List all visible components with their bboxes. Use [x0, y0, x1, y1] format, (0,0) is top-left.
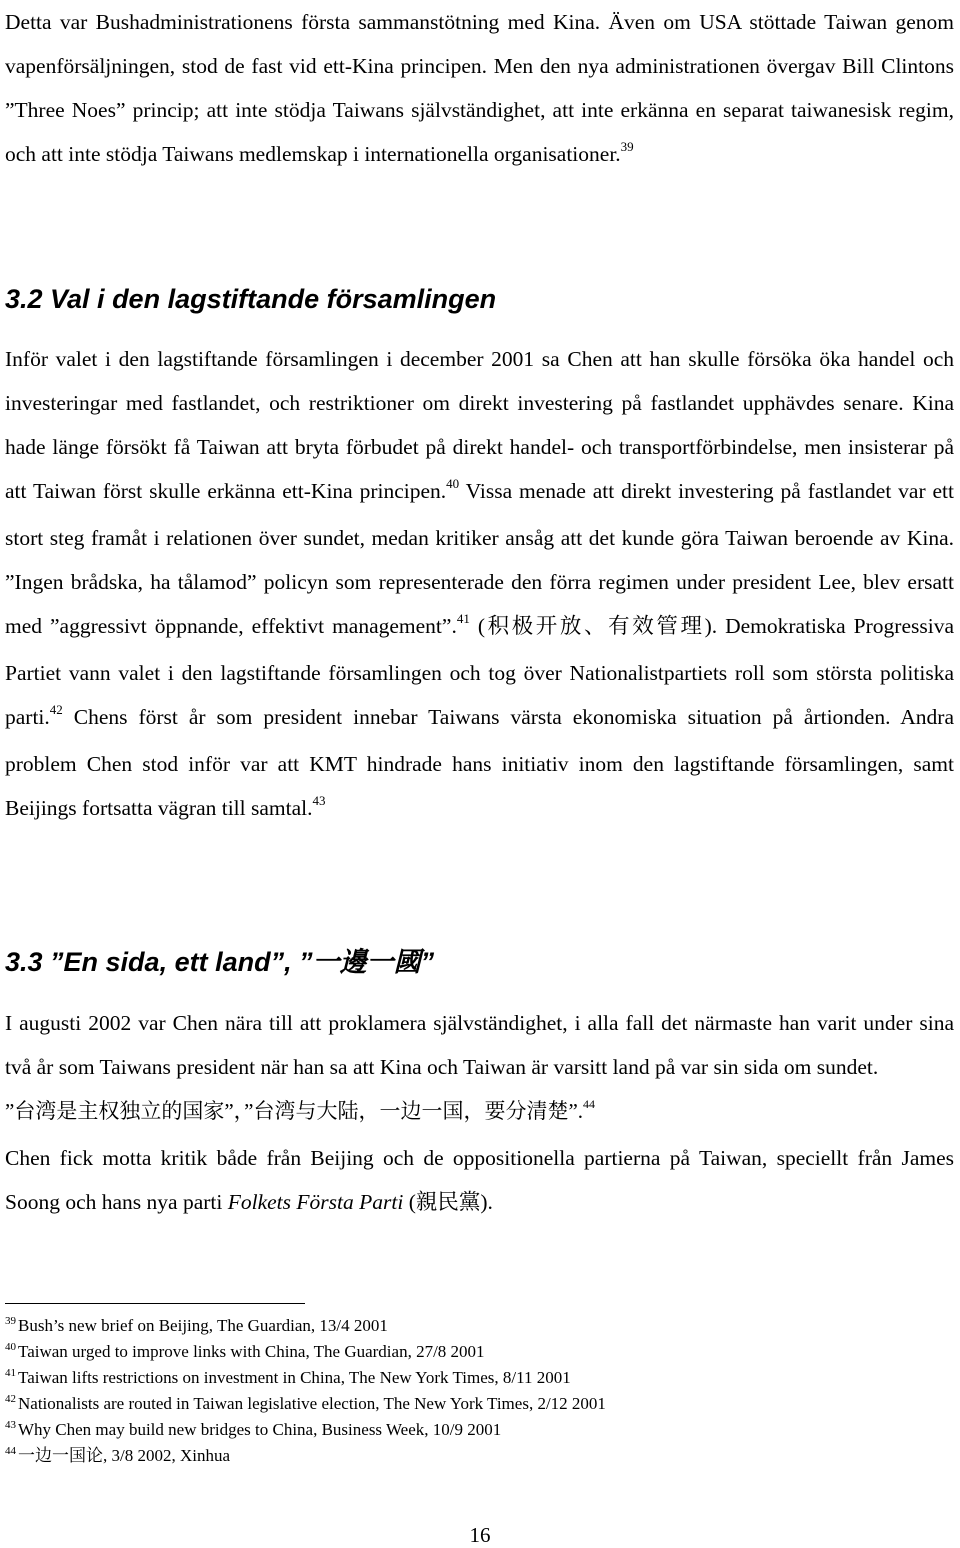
- footnote-text: 一边一国论, 3/8 2002, Xinhua: [18, 1446, 231, 1465]
- section-3-2-paragraph: [5, 337, 954, 833]
- footnote-ref-39: 39: [620, 139, 634, 154]
- section-3-3-text-1: I augusti 2002 var Chen nära till att proklamera självständighet, i alla fall det närmaste han varit under sina två år som Taiwans president när han sa att Kina och Taiwan är varsitt land på var sin sida om sundet.: [5, 1011, 954, 1079]
- chinese-quote-text: ”台湾是主权独立的国家”，”台湾与大陆，一边一国，要分清楚”.: [5, 1099, 584, 1123]
- footnote-number: 40: [5, 1341, 16, 1353]
- footnote-text: Taiwan urged to improve links with China, The Guardian, 27/8 2001: [18, 1342, 485, 1361]
- footnote-number: 44: [5, 1445, 16, 1457]
- footnote-number: 42: [5, 1393, 16, 1405]
- footnote-number: 39: [5, 1315, 16, 1327]
- footnote-ref-41: 41: [456, 611, 470, 626]
- intro-paragraph: [5, 0, 954, 179]
- footnote: [5, 1314, 954, 1340]
- footnote: [5, 1340, 954, 1366]
- chinese-quote: [5, 1089, 954, 1136]
- footnote: [5, 1444, 954, 1470]
- section-3-2-text-4: Chens först år som president innebar Taiwans värsta ekonomiska situation på årtionden. Andra problem Chen stod inför var att KMT hindrade hans initiativ inom den lagstiftande församlingen, samt Beijings fortsatta vägran till samtal.: [5, 705, 954, 820]
- footnote: [5, 1418, 954, 1444]
- page-number: 16: [469, 1523, 491, 1547]
- footnote-ref-44: 44: [583, 1097, 596, 1111]
- section-3-3-heading: 3.3 ”En sida, ett land”, ”一邊一國”: [5, 947, 435, 977]
- section-3-3-paragraph: [5, 1001, 954, 1224]
- section-3-2-heading: 3.2 Val i den lagstiftande församlingen: [5, 284, 497, 314]
- footnote-ref-40: 40: [446, 476, 460, 491]
- section-3-3-text-2: Chen fick motta kritik både från Beijing och de oppositionella partierna på Taiwan, speciellt från James Soong och hans nya parti: [5, 1146, 954, 1214]
- section-3-3-text-3: (親民黨).: [403, 1190, 493, 1214]
- footnote-text: Taiwan lifts restrictions on investment in China, The New York Times, 8/11 2001: [18, 1368, 571, 1387]
- footnote-text: Nationalists are routed in Taiwan legislative election, The New York Times, 2/12 2001: [18, 1394, 606, 1413]
- section-3-2-text-2: Vissa menade att direkt investering på fastlandet var ett stort steg framåt i relationen över sundet, medan kritiker ansåg att det kunde göra Taiwan beroende av Kina. ”Ingen brådska, ha tålamod” policyn som representerade den förra regimen under president Lee, blev ersatt med ”aggressivt öppnande, effektivt management”.: [5, 479, 954, 638]
- footnote-text: Bush’s new brief on Beijing, The Guardian, 13/4 2001: [18, 1316, 388, 1335]
- footnote-number: 41: [5, 1367, 16, 1379]
- section-3-2-text-3: (积极开放、有效管理). Demokratiska Progressiva Partiet vann valet i den lagstiftande församlingen och tog över Nationalistpartiets roll som största politiska parti.: [5, 614, 954, 729]
- footnote-divider: [5, 1303, 305, 1304]
- footnote-ref-43: 43: [312, 793, 326, 808]
- footnote-text: Why Chen may build new bridges to China, Business Week, 10/9 2001: [18, 1420, 502, 1439]
- footnote: [5, 1366, 954, 1392]
- footnote: [5, 1392, 954, 1418]
- section-3-2-heading-wrap: [5, 284, 954, 315]
- footnote-list: [5, 1314, 954, 1470]
- section-3-3-heading-wrap: [5, 940, 954, 979]
- intro-text: Detta var Bushadministrationens första sammanstötning med Kina. Även om USA stöttade Taiwan genom vapenförsäljningen, stod de fast vid ett-Kina principen. Men den nya administrationen övergav Bill Clintons ”Three Noes” princip; att inte stödja Taiwans självständighet, att inte erkänna en separat taiwanesisk regim, och att inte stödja Taiwans medlemskap i internationella organisationer.: [5, 10, 954, 166]
- section-3-2-text-1: Inför valet i den lagstiftande församlingen i december 2001 sa Chen att han skulle försöka öka handel och investeringar med fastlandet, och restriktioner om direkt investering på fastlandet upphävdes senare. Kina hade länge försökt få Taiwan att bryta förbudet på direkt handel- och transportförbindelse, men insisterar på att Taiwan först skulle erkänna ett-Kina principen.: [5, 347, 954, 503]
- footnote-number: 43: [5, 1419, 16, 1431]
- footnote-ref-42: 42: [49, 702, 63, 717]
- party-name: Folkets Första Parti: [227, 1190, 404, 1214]
